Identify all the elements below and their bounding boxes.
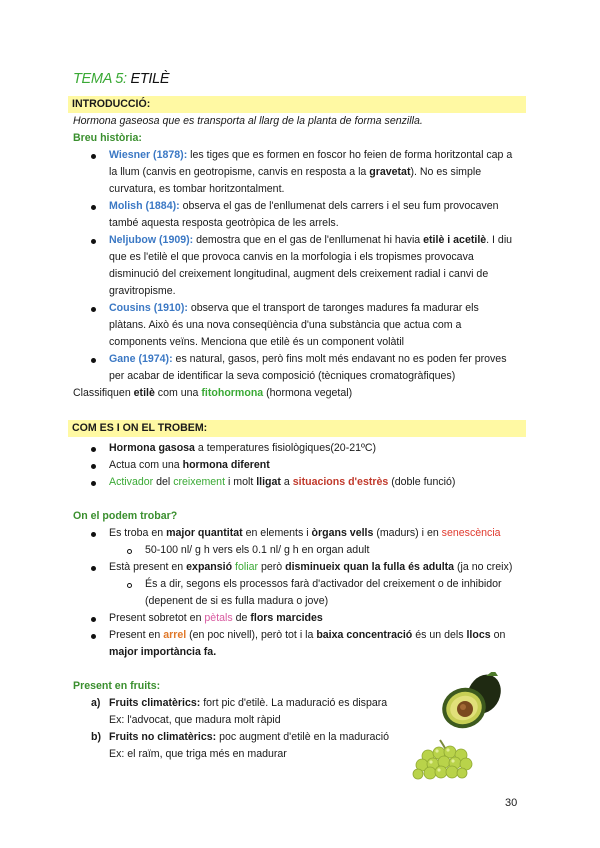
history-line: la llum (canvis en geotropisme, canvis en resposta a la gravetat). No es simple	[109, 166, 482, 178]
list-item: Hormona gasosa a temperatures fisiològiques(20-21ºC)	[109, 442, 377, 454]
history-line: també aquesta resposta geotròpica de les arrels.	[109, 217, 339, 229]
history-line: gravitropisme.	[109, 285, 176, 297]
bullet-icon	[91, 566, 96, 571]
list-item: Actua com una hormona diferent	[109, 459, 270, 471]
history-line: disminució del creixement longitudinal, augment dels creixement radial i canvi de	[109, 268, 489, 280]
list-marker: b)	[91, 731, 101, 743]
sub-list-item: És a dir, segons els processos farà d'activador del creixement o de inhibidor	[145, 578, 502, 590]
bullet-icon	[91, 617, 96, 622]
list-item: Present en arrel (en poc nivell), però tot i la baixa concentració és un dels llocs on	[109, 629, 506, 641]
history-heading: Breu història:	[73, 132, 142, 144]
intro-definition: Hormona gaseosa que es transporta al llarg de la planta de forma senzilla.	[73, 115, 423, 127]
classify-line: Classifiquen etilè com una fitohormona (hormona vegetal)	[73, 387, 353, 399]
intro-heading: INTRODUCCIÓ:	[72, 98, 151, 110]
history-item-cousins: Cousins (1910): observa que el transport de taronges madures fa madurar els	[109, 302, 479, 314]
sub-bullet-icon	[127, 549, 132, 554]
where-heading: On el podem trobar?	[73, 510, 178, 522]
list-item: Es troba en major quantitat en elements i òrgans vells (madurs) i en senescència	[109, 527, 501, 539]
bullet-icon	[91, 154, 96, 159]
what-heading: COM ES I ON EL TROBEM:	[72, 422, 208, 434]
bullet-icon	[91, 464, 96, 469]
fruits-heading: Present en fruits:	[73, 680, 161, 692]
bullet-icon	[91, 447, 96, 452]
fruit-item-climateric: Fruits climatèrics: fort pic d'etilè. La maduració es dispara	[109, 697, 388, 709]
history-item-gane: Gane (1974): es natural, gasos, però fins molt més endavant no es poden fer proves	[109, 353, 507, 365]
list-item: Està present en expansió foliar però disminueix quan la fulla és adulta (ja no creix)	[109, 561, 513, 573]
page-title	[73, 69, 169, 91]
bullet-icon	[91, 205, 96, 210]
sub-list-item: (depenent de si es fulla madura o jove)	[145, 595, 329, 607]
history-item-neljubow: Neljubow (1909): demostra que en el gas de l'enllumenat hi havia etilè i acetilè. I diu	[109, 234, 513, 246]
bullet-icon	[91, 634, 96, 639]
fruit-example: Ex: l'advocat, que madura molt ràpid	[109, 714, 281, 726]
grapes-image	[410, 738, 480, 782]
fruit-example: Ex: el raïm, que triga més en madurar	[109, 748, 287, 760]
sub-list-item: 50-100 nl/ g h vers els 0.1 nl/ g h en organ adult	[145, 544, 370, 556]
title-number: TEMA 5:	[73, 71, 127, 87]
history-item-wiesner: Wiesner (1878): les tiges que es formen en foscor ho feien de forma horitzontal cap a	[109, 149, 513, 161]
history-line: plàtans. Això és una nova conseqüència d'una substància que actua com a	[109, 319, 462, 331]
list-item: Present sobretot en pètals de flors marcides	[109, 612, 323, 624]
avocado-image	[434, 672, 506, 732]
page-number: 30	[505, 797, 518, 809]
history-line: curvatura, es tombar horitzontalment.	[109, 183, 285, 195]
bullet-icon	[91, 481, 96, 486]
list-item-continued: major importància fa.	[109, 646, 217, 658]
sub-bullet-icon	[127, 583, 132, 588]
history-line: components veïns. Menciona que etilè és un component volàtil	[109, 336, 405, 348]
bullet-icon	[91, 239, 96, 244]
bullet-icon	[91, 307, 96, 312]
bullet-icon	[91, 358, 96, 363]
fruit-item-nonclimateric: Fruits no climatèrics: poc augment d'etilè en la maduració	[109, 731, 389, 743]
history-line: que es l'etilè el que provoca canvis en la morfologia i els tropismes provocava	[109, 251, 474, 263]
history-line: per acabar de identificar la seva composició (tècniques cromatogràfiques)	[109, 370, 456, 382]
list-marker: a)	[91, 697, 101, 709]
intro-heading-bar	[68, 96, 526, 113]
title-name: ETILÈ	[130, 71, 170, 87]
history-item-molish: Molish (1884): observa el gas de l'enllumenat dels carrers i el seu fum provocaven	[109, 200, 499, 212]
bullet-icon	[91, 532, 96, 537]
what-heading-bar	[68, 420, 526, 437]
list-item: Activador del creixement i molt lligat a situacions d'estrès (doble funció)	[109, 476, 456, 488]
